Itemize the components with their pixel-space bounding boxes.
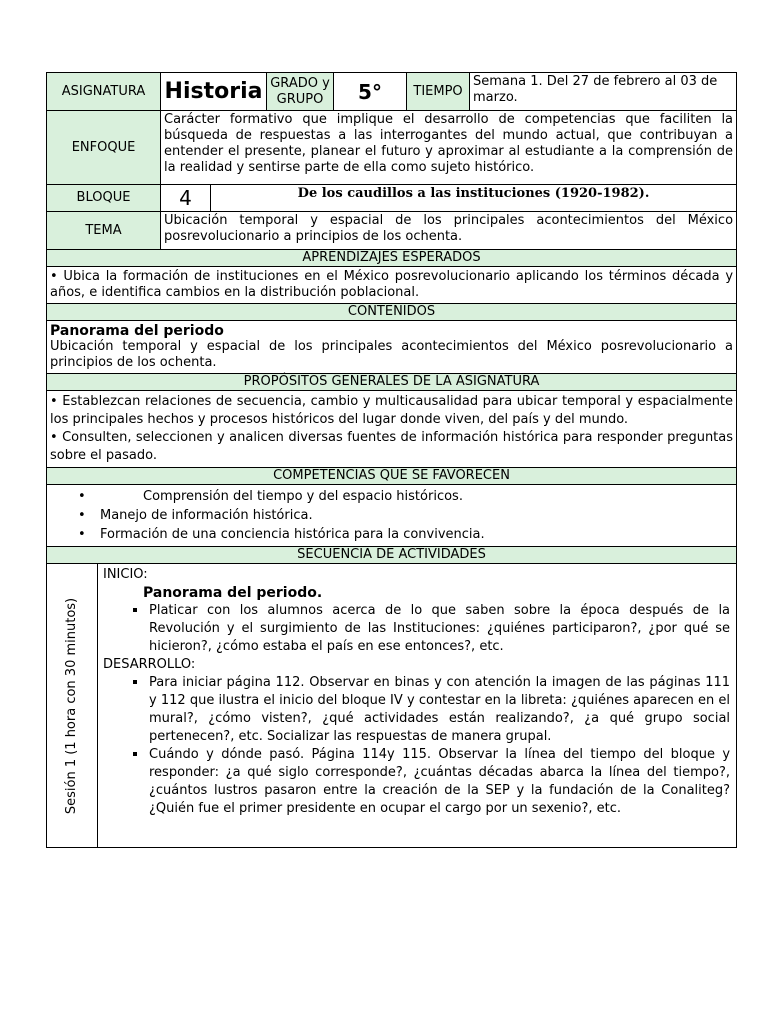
- proposito-item-1: • Establezcan relaciones de secuencia, cambio y multicausalidad para ubicar temporal y espacialmente los principales hechos y procesos históricos del lugar donde viven, del país y del mundo.: [50, 394, 734, 427]
- bloque-number: 4: [161, 185, 211, 212]
- desarrollo-list: [103, 674, 730, 818]
- competencias-heading: COMPETENCIAS QUE SE FAVORECEN: [47, 468, 737, 485]
- tiempo-label: TIEMPO: [407, 73, 470, 111]
- bullet-icon: •: [78, 508, 86, 523]
- session-label: Sesión 1 (1 hora con 30 minutos): [64, 597, 79, 814]
- list-item: • Comprensión del tiempo y del espacio históricos.: [78, 489, 463, 504]
- inicio-list: [103, 602, 730, 656]
- proposito-item-2: • Consulten, seleccionen y analicen diversas fuentes de información histórica para responder preguntas sobre el pasado.: [50, 430, 734, 463]
- asignatura-value: Historia: [161, 73, 267, 111]
- list-item: • Formación de una conciencia histórica para la convivencia.: [78, 527, 485, 542]
- asignatura-label: ASIGNATURA: [47, 73, 161, 111]
- propositos-cell: [47, 391, 737, 468]
- desarrollo-label: DESARROLLO:: [103, 657, 196, 672]
- square-bullet-icon: [133, 752, 137, 756]
- square-bullet-icon: [133, 680, 137, 684]
- lesson-plan: [46, 72, 736, 848]
- secuencia-heading: SECUENCIA DE ACTIVIDADES: [47, 547, 737, 564]
- activities-cell: [98, 564, 737, 848]
- list-item: • Manejo de información histórica.: [78, 508, 313, 523]
- bullet-icon: •: [78, 489, 86, 504]
- list-item: Cuándo y dónde pasó. Página 114y 115. Observar la línea del tiempo del bloque y responder: ¿a qué siglo corresponde?, ¿cuántas décadas abarca la línea del tiempo?, ¿cuántos lustros pasaron entre la creación de la SEP y la fundación de la Conaliteg? ¿Quién fue el primer presidente en ocupar el cargo por un sexenio?, etc.: [103, 746, 730, 818]
- inicio-subtitle: Panorama del periodo.: [143, 585, 323, 601]
- list-item: Para iniciar página 112. Observar en binas y con atención la imagen de las páginas 111 y 112 que ilustra el inicio del bloque IV y contestar en la libreta: ¿quiénes aparecen en el mural?, ¿cómo visten?, ¿qué actividades están realizando?, ¿a qué grupo social pertenecen?, etc. Socializar las respuestas de manera grupal.: [103, 674, 730, 746]
- contenidos-heading: CONTENIDOS: [47, 304, 737, 321]
- grado-label: GRADO y GRUPO: [267, 73, 334, 111]
- competencias-cell: [47, 485, 737, 547]
- propositos-heading: PROPÓSITOS GENERALES DE LA ASIGNATURA: [47, 374, 737, 391]
- aprendizajes-text: • Ubica la formación de instituciones en el México posrevolucionario aplicando los términos década y años, e identifica cambios en la distribución poblacional.: [47, 267, 737, 304]
- bullet-icon: •: [78, 527, 86, 542]
- contenidos-subtitle: Panorama del periodo: [50, 323, 224, 339]
- grado-value: 5°: [334, 73, 407, 111]
- square-bullet-icon: [133, 608, 137, 612]
- enfoque-text: Carácter formativo que implique el desarrollo de competencias que faciliten la búsqueda de respuestas a las interrogantes del mundo actual, que contribuyan a entender el presente, planear el futuro y aproximar al estudiante a la comprensión de la realidad y sentirse parte de ella como sujeto histórico.: [161, 111, 737, 185]
- bloque-title: De los caudillos a las instituciones (1920-1982).: [211, 185, 737, 212]
- enfoque-label: ENFOQUE: [47, 111, 161, 185]
- lesson-plan-table: [46, 72, 737, 848]
- session-cell: [47, 564, 98, 848]
- tema-text: Ubicación temporal y espacial de los principales acontecimientos del México posrevolucionario a principios de los ochenta.: [161, 212, 737, 250]
- tema-label: TEMA: [47, 212, 161, 250]
- aprendizajes-heading: APRENDIZAJES ESPERADOS: [47, 250, 737, 267]
- bloque-label: BLOQUE: [47, 185, 161, 212]
- competencias-list: [50, 487, 733, 544]
- contenidos-text: Ubicación temporal y espacial de los principales acontecimientos del México posrevolucionario a principios de los ochenta.: [50, 339, 734, 370]
- inicio-label: INICIO:: [103, 567, 148, 582]
- list-item: Platicar con los alumnos acerca de lo que saben sobre la época después de la Revolución y el surgimiento de las Instituciones: ¿quiénes participaron?, ¿por qué se hicieron?, ¿cómo estaba el país en ese entonces?, etc.: [103, 602, 730, 656]
- contenidos-cell: [47, 321, 737, 374]
- tiempo-value: Semana 1. Del 27 de febrero al 03 de marzo.: [470, 73, 737, 111]
